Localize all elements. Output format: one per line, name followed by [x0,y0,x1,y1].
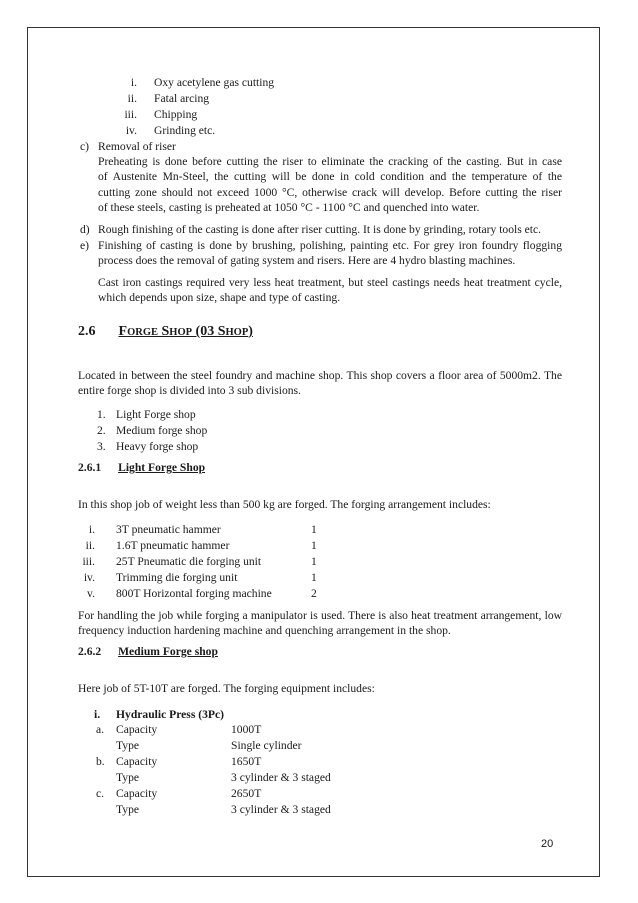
paragraph-handling [78,608,562,639]
text-line: cutting zone should not exceed 1000 °C, otherwise crack will develop. Before cutting the riser [98,185,562,199]
list-qty: 1 [311,571,317,584]
list-item: 25T Pneumatic die forging unit [116,555,262,568]
list-qty: 1 [311,539,317,552]
text-line: which depends upon size, shape and type of casting. [98,291,341,305]
item-text-d: Rough finishing of the casting is done after riser cutting. It is done by grinding, rotary tools etc. [98,223,542,236]
list-item: Trimming die forging unit [116,571,238,584]
list-item: Grinding etc. [154,124,216,137]
page-number: 20 [541,838,554,850]
list-item: Heavy forge shop [116,440,199,453]
paragraph-c [98,154,562,216]
list-num: iii. [124,108,137,121]
item-label-c: c) [80,140,90,153]
paragraph-intro [78,368,562,399]
type-value: 3 cylinder & 3 staged [231,803,331,816]
text-line: For handling the job while forging a manipulator is used. There is also heat treatment arrangement, low [78,609,562,622]
list-item: Fatal arcing [154,92,210,105]
list-item: Medium forge shop [116,424,208,437]
list-num: i. [88,523,95,536]
list-num: iv. [125,124,137,137]
capacity-label: Capacity [116,787,158,800]
type-value: 3 cylinder & 3 staged [231,771,331,784]
list-num: iv. [83,571,95,584]
text-line: entire forge shop is divided into 3 sub divisions. [78,384,301,398]
list-qty: 1 [311,555,317,568]
list-num: ii. [85,539,95,552]
text-line: Finishing of casting is done by brushing, polishing, painting etc. For grey iron foundry flogging [98,239,562,252]
section-title: Medium Forge shop [118,645,218,658]
capacity-label: Capacity [116,723,158,736]
list-num: v. [87,587,95,600]
section-number: 2.6.2 [78,645,102,658]
list-item: Oxy acetylene gas cutting [154,76,275,89]
text-line: of Austenite Mn-Steel, the cutting will be done in cold condition and the temperature of the [98,170,562,184]
medium-intro: Here job of 5T-10T are forged. The forging equipment includes: [78,682,375,695]
type-value: Single cylinder [231,739,302,752]
section-number: 2.6 [78,324,96,339]
list-num: iii. [82,555,95,568]
paragraph-e [98,238,562,269]
sub-letter: a. [96,723,105,736]
text-line: Cast iron castings required very less heat treatment, but steel castings needs heat treatment cycle, [98,276,562,289]
section-heading-2-6-1 [78,461,205,474]
item-label-e: e) [80,239,90,252]
text-line: Located in between the steel foundry and machine shop. This shop covers a floor area of 5000m2. The [78,369,562,382]
section-number: 2.6.1 [78,461,102,474]
press-title: Hydraulic Press (3Pc) [116,708,224,721]
text-line: of these steels, casting is preheated at 1050 °C - 1100 °C and quenched into water. [98,201,480,215]
paragraph-cast-iron [98,275,562,306]
text-line: Preheating is done before cutting the riser to eliminate the cracking of the casting. But in case [98,155,562,168]
list-item: 800T Horizontal forging machine [116,587,272,600]
sub-letter: b. [96,755,105,768]
section-title: Light Forge Shop [118,461,206,474]
item-title-c: Removal of riser [98,140,176,153]
list-num: i. [94,708,101,721]
capacity-value: 1650T [231,755,262,768]
list-item: 3T pneumatic hammer [116,523,221,536]
capacity-value: 1000T [231,723,262,736]
list-item: Chipping [154,108,198,121]
capacity-label: Capacity [116,755,158,768]
type-label: Type [116,803,140,816]
list-num: 2. [97,424,106,437]
type-label: Type [116,771,140,784]
list-num: i. [130,76,137,89]
sub-letter: c. [96,787,105,800]
text-line: process does the removal of gating system and risers. Here are 4 hydro blasting machines. [98,254,516,268]
list-item: 1.6T pneumatic hammer [116,539,230,552]
list-qty: 2 [311,587,317,600]
list-item: Light Forge shop [116,408,196,421]
capacity-value: 2650T [231,787,262,800]
list-num: 3. [97,440,106,453]
light-intro: In this shop job of weight less than 500 kg are forged. The forging arrangement includes: [78,498,491,511]
list-num: 1. [97,408,106,421]
list-num: ii. [127,92,137,105]
text-line: frequency induction hardening machine and quenching arrangement in the shop. [78,624,451,638]
section-heading-2-6-2 [78,645,218,658]
list-qty: 1 [311,523,317,536]
type-label: Type [116,739,140,752]
section-heading-2-6 [78,324,253,340]
item-label-d: d) [80,223,90,236]
section-title: FORGE SHOP (03 SHOP) [118,324,253,339]
